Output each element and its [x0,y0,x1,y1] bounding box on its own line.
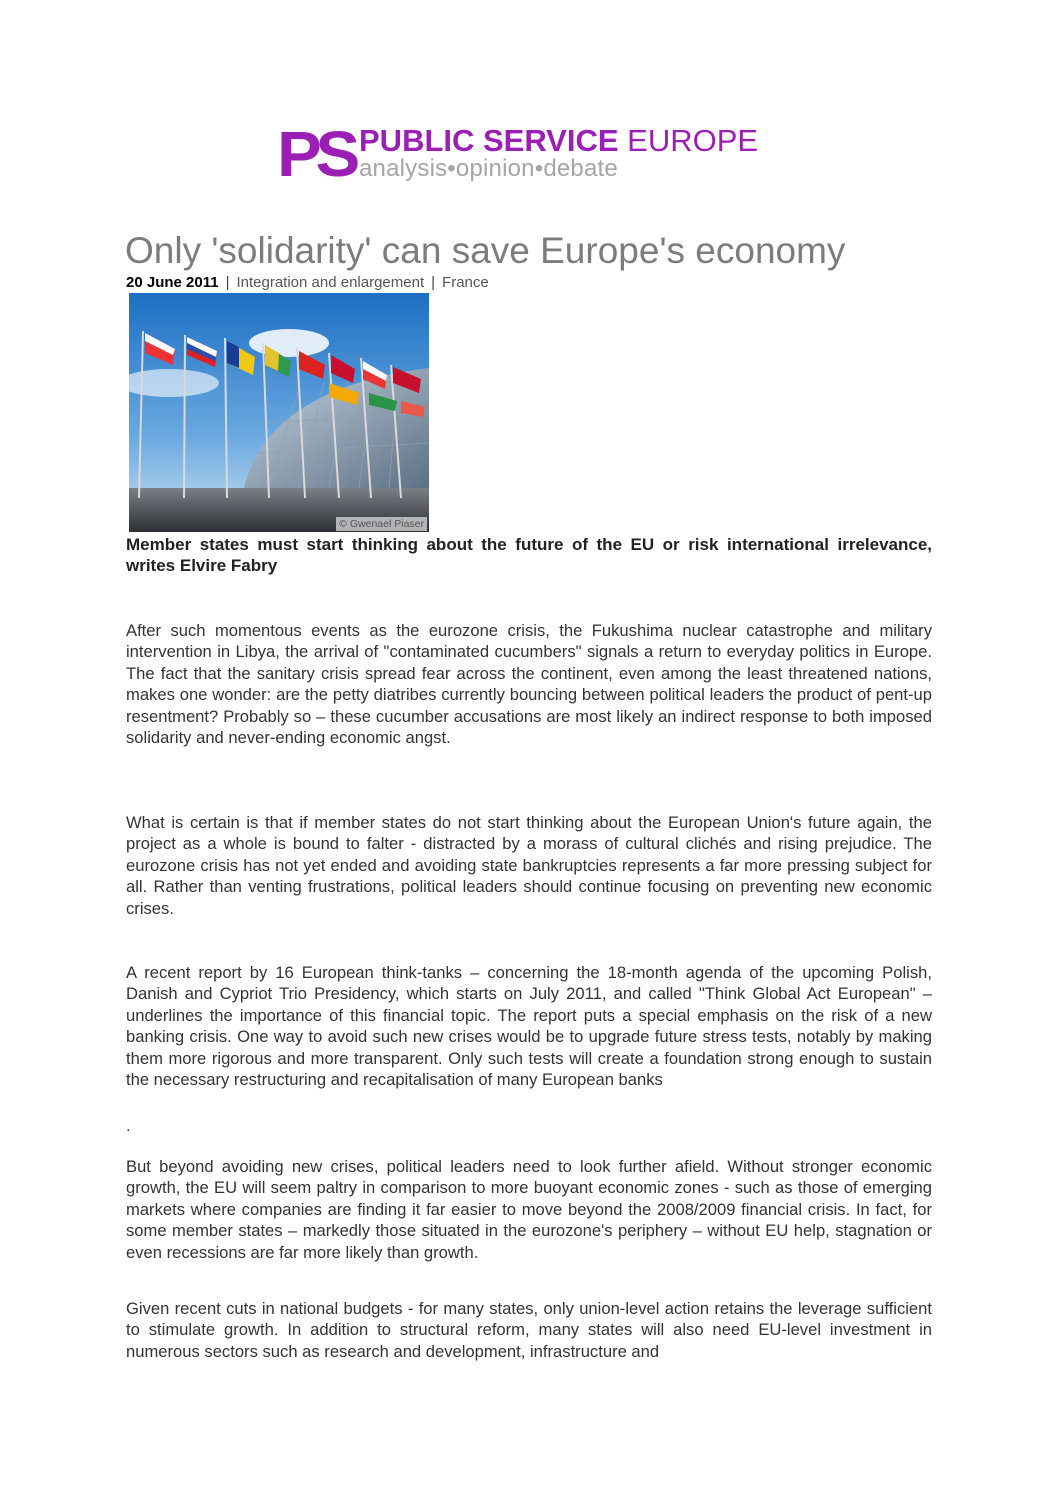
photo-credit: © Gwenael Piaser [336,517,427,531]
article-paragraph: A recent report by 16 European think-tanks – concerning the 18-month agenda of the upcoming Polish, Danish and Cypriot Trio Presidency, which starts on July 2011, and called "Think Global Act European" – underlines the importance of this financial topic. The report puts a special emphasis on the risk of a new banking crisis. One way to avoid such new crises would be to upgrade future stress tests, notably by making them more rigorous and more transparent. Only such tests will create a foundation strong enough to sustain the necessary restructuring and recapitalisation of many European banks [126,963,932,1090]
article-paragraph-stray-period: . [126,1116,131,1135]
article-paragraph: After such momentous events as the eurozone crisis, the Fukushima nuclear catastrophe and military intervention in Libya, the arrival of "contaminated cucumbers" signals a return to everyday politics in Europe. The fact that the sanitary crisis spread fear across the continent, even among the least threatened nations, makes one wonder: are the petty diatribes currently bouncing between political leaders the product of pent-up resentment? Probably so – these cucumber accusations are most likely an indirect response to both imposed solidarity and never-ending economic angst. [126,621,932,748]
publication-logo [277,118,787,190]
logo-mark: PS [277,118,355,190]
article-country: France [442,274,489,291]
flags-photo-illustration [129,293,429,532]
article-category: Integration and enlargement [236,274,425,291]
logo-name-light: EUROPE [627,123,759,158]
logo-name-bold: PUBLIC SERVICE [359,123,619,158]
meta-separator: | [431,274,436,291]
article-standfirst: Member states must start thinking about the future of the EU or risk international irrelevance, writes Elvire Fabry [126,535,932,575]
article-photo [129,293,429,532]
article-paragraph: But beyond avoiding new crises, political leaders need to look further afield. Without stronger economic growth, the EU will seem paltry in comparison to more buoyant economic zones - such as those of emerging markets where companies are finding it far easier to move beyond the 2008/2009 financial crisis. In fact, for some member states – markedly those situated in the eurozone's periphery – without EU help, stagnation or even recessions are far more likely than growth. [126,1157,932,1262]
logo-tagline: analysis•opinion•debate [359,155,618,182]
article-date: 20 June 2011 [126,274,219,291]
article-headline: Only 'solidarity' can save Europe's economy [125,230,846,271]
meta-separator: | [225,274,230,291]
logo-wordmark [359,125,758,157]
article-paragraph: Given recent cuts in national budgets - for many states, only union-level action retains the leverage sufficient to stimulate growth. In addition to structural reform, many states will also need EU-level investment in numerous sectors such as research and development, infrastructure and [126,1299,932,1361]
article-paragraph: What is certain is that if member states do not start thinking about the European Union's future again, the project as a whole is bound to falter - distracted by a morass of cultural clichés and rising prejudice. The eurozone crisis has not yet ended and avoiding state bankruptcies represents a far more pressing subject for all. Rather than venting frustrations, political leaders should continue focusing on preventing new economic crises. [126,813,932,918]
article-meta [126,274,489,292]
